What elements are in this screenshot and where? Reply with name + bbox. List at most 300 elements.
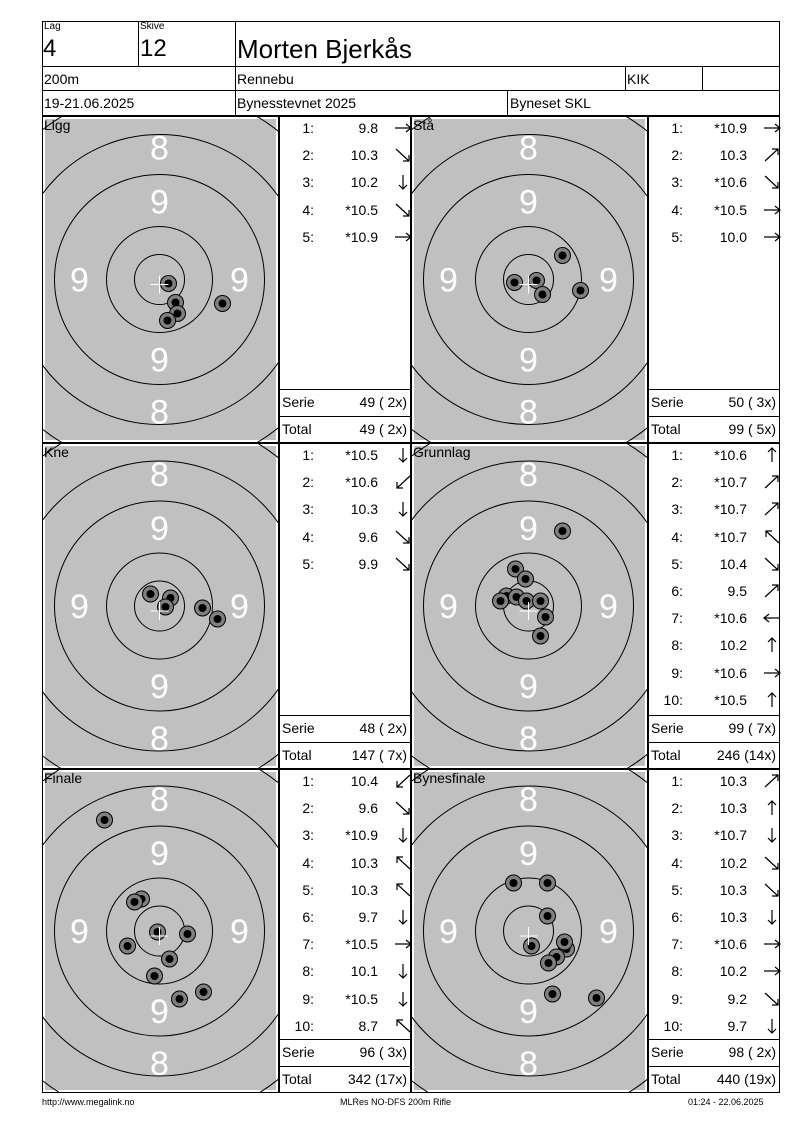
target-svg bbox=[43, 117, 278, 442]
shot-number: 8: bbox=[671, 963, 683, 980]
shot-row bbox=[657, 201, 781, 219]
shooter-name: Morten Bjerkås bbox=[237, 34, 412, 64]
serie-value: 99 ( 7x) bbox=[728, 720, 776, 736]
shot-row bbox=[288, 990, 412, 1008]
shot-hole bbox=[545, 986, 561, 1002]
event-name: Bynesstevnet 2025 bbox=[237, 95, 357, 111]
direction-arrow-icon bbox=[761, 228, 783, 246]
shot-row bbox=[657, 962, 781, 980]
serie-label: Serie bbox=[651, 1044, 684, 1060]
header-divider bbox=[625, 67, 626, 91]
shot-number: 5: bbox=[302, 555, 314, 572]
shot-number: 8: bbox=[302, 963, 314, 980]
shot-hole bbox=[196, 984, 212, 1000]
header-divider bbox=[42, 90, 780, 91]
shot-row bbox=[657, 528, 781, 546]
header-divider bbox=[235, 21, 236, 116]
direction-arrow-icon bbox=[761, 881, 783, 899]
shot-row bbox=[288, 228, 412, 246]
direction-arrow-icon bbox=[761, 664, 783, 682]
shot-number: 10: bbox=[663, 691, 683, 708]
ring-label: 9 bbox=[150, 183, 169, 222]
lag-value: 4 bbox=[43, 35, 57, 62]
shot-row bbox=[288, 881, 412, 899]
shot-value: *10.7 bbox=[714, 474, 747, 491]
target-svg bbox=[412, 444, 647, 768]
shot-row bbox=[288, 146, 412, 164]
direction-arrow-icon bbox=[761, 582, 783, 600]
shot-value: 10.2 bbox=[350, 174, 378, 191]
direction-arrow-icon bbox=[761, 1017, 783, 1035]
shot-number: 2: bbox=[671, 147, 683, 164]
shot-number: 7: bbox=[302, 936, 314, 953]
shot-value: *10.6 bbox=[714, 936, 747, 953]
shot-row bbox=[288, 772, 412, 790]
lag-label: Lag bbox=[44, 21, 61, 32]
shot-value: 10.2 bbox=[719, 963, 747, 980]
header-divider bbox=[138, 21, 139, 67]
direction-arrow-icon bbox=[761, 799, 783, 817]
direction-arrow-icon bbox=[761, 446, 783, 464]
total-value: 246 (14x) bbox=[716, 747, 776, 763]
ring-label: 8 bbox=[519, 781, 538, 819]
ring-label: 9 bbox=[439, 913, 458, 951]
shot-row bbox=[657, 854, 781, 872]
ring-label: 9 bbox=[230, 913, 249, 951]
shot-hole bbox=[555, 248, 571, 264]
shot-number: 1: bbox=[302, 120, 314, 136]
shot-value: *10.5 bbox=[714, 691, 747, 708]
shot-value: 10.3 bbox=[350, 854, 378, 871]
target-panel bbox=[411, 443, 648, 769]
shot-value: *10.6 bbox=[345, 474, 378, 491]
shot-hole bbox=[535, 287, 551, 303]
total-label: Total bbox=[651, 421, 681, 437]
total-value: 147 ( 7x) bbox=[351, 747, 407, 763]
shot-value: 10.3 bbox=[350, 501, 378, 518]
total-row bbox=[280, 742, 410, 768]
shot-hole bbox=[162, 951, 178, 967]
shot-number: 4: bbox=[671, 201, 683, 218]
ring-label: 9 bbox=[599, 913, 618, 951]
shot-number: 6: bbox=[671, 909, 683, 925]
shot-row bbox=[288, 173, 412, 191]
shot-value: *10.9 bbox=[345, 228, 378, 245]
ring-label: 8 bbox=[519, 456, 538, 494]
shot-row bbox=[657, 582, 781, 600]
shot-value: 9.2 bbox=[727, 990, 747, 1007]
shot-hole bbox=[160, 313, 176, 329]
total-value: 49 ( 2x) bbox=[359, 421, 407, 437]
total-row bbox=[280, 416, 410, 442]
serie-row bbox=[280, 389, 410, 415]
footer-url: http://www.megalink.no bbox=[42, 1097, 135, 1107]
shot-number: 2: bbox=[302, 474, 314, 491]
ring-label: 9 bbox=[519, 341, 538, 380]
ring-label: 8 bbox=[150, 1045, 169, 1083]
serie-value: 49 ( 2x) bbox=[359, 394, 407, 410]
ring-label: 9 bbox=[519, 183, 538, 222]
serie-value: 50 ( 3x) bbox=[728, 394, 776, 410]
direction-arrow-icon bbox=[761, 201, 783, 219]
shot-value: 10.2 bbox=[719, 637, 747, 654]
shot-hole bbox=[540, 908, 556, 924]
shot-value: *10.7 bbox=[714, 501, 747, 518]
shot-value: *10.5 bbox=[345, 990, 378, 1007]
shot-number: 6: bbox=[302, 909, 314, 925]
direction-arrow-icon bbox=[761, 854, 783, 872]
target-panel bbox=[42, 443, 279, 769]
shot-row bbox=[288, 826, 412, 844]
serie-label: Serie bbox=[282, 720, 315, 736]
direction-arrow-icon bbox=[761, 935, 783, 953]
shot-hole bbox=[533, 593, 549, 609]
direction-arrow-icon bbox=[761, 500, 783, 518]
ring-label: 9 bbox=[599, 588, 618, 626]
ring-label: 9 bbox=[150, 668, 169, 706]
shot-row bbox=[657, 609, 781, 627]
shot-row bbox=[657, 500, 781, 518]
shot-row bbox=[657, 908, 781, 926]
direction-arrow-icon bbox=[761, 146, 783, 164]
shot-hole bbox=[541, 955, 557, 971]
header-divider bbox=[507, 91, 508, 116]
ring-label: 9 bbox=[439, 588, 458, 626]
shot-value: 9.6 bbox=[358, 800, 378, 817]
serie-label: Serie bbox=[282, 394, 315, 410]
total-label: Total bbox=[651, 1071, 681, 1087]
shot-number: 4: bbox=[302, 528, 314, 545]
ring-label: 9 bbox=[519, 668, 538, 706]
shot-row bbox=[288, 528, 412, 546]
shot-hole bbox=[493, 593, 509, 609]
shot-value: 10.3 bbox=[719, 881, 747, 898]
shot-hole bbox=[172, 991, 188, 1007]
target-panel bbox=[411, 769, 648, 1093]
ring-label: 9 bbox=[599, 261, 618, 300]
shot-value: 10.3 bbox=[350, 881, 378, 898]
shot-hole bbox=[506, 875, 522, 891]
ring-label: 9 bbox=[439, 261, 458, 300]
shot-number: 5: bbox=[302, 228, 314, 245]
shot-value: 10.3 bbox=[719, 800, 747, 817]
shot-number: 2: bbox=[302, 800, 314, 817]
ring-label: 9 bbox=[519, 993, 538, 1031]
serie-value: 96 ( 3x) bbox=[359, 1044, 407, 1060]
shot-value: 10.4 bbox=[350, 773, 378, 789]
header-divider bbox=[42, 66, 780, 67]
total-row bbox=[649, 1066, 779, 1092]
shot-value: 9.9 bbox=[358, 555, 378, 572]
shot-hole bbox=[150, 924, 166, 940]
direction-arrow-icon bbox=[761, 908, 783, 926]
shot-hole bbox=[555, 523, 571, 539]
ring-label: 8 bbox=[150, 129, 169, 168]
shot-number: 3: bbox=[671, 501, 683, 518]
shot-number: 7: bbox=[671, 610, 683, 627]
total-label: Total bbox=[282, 421, 312, 437]
shot-number: 9: bbox=[671, 664, 683, 681]
shot-value: *10.7 bbox=[714, 827, 747, 844]
target-panel bbox=[42, 116, 279, 443]
serie-value: 48 ( 2x) bbox=[359, 720, 407, 736]
shot-row bbox=[657, 826, 781, 844]
ring-label: 9 bbox=[230, 261, 249, 300]
serie-value: 98 ( 2x) bbox=[728, 1044, 776, 1060]
shot-row bbox=[657, 119, 781, 137]
shot-value: 9.7 bbox=[727, 1017, 747, 1034]
shot-value: *10.5 bbox=[714, 201, 747, 218]
shot-hole bbox=[215, 296, 231, 312]
ring-label: 8 bbox=[519, 1045, 538, 1083]
total-label: Total bbox=[282, 747, 312, 763]
shot-value: *10.6 bbox=[714, 447, 747, 463]
total-label: Total bbox=[282, 1071, 312, 1087]
shot-number: 5: bbox=[671, 555, 683, 572]
shot-hole bbox=[507, 275, 523, 291]
shot-row bbox=[657, 664, 781, 682]
ring-label: 9 bbox=[230, 588, 249, 626]
shot-row bbox=[288, 555, 412, 573]
total-row bbox=[649, 416, 779, 442]
shot-row bbox=[288, 799, 412, 817]
shot-number: 9: bbox=[302, 990, 314, 1007]
shot-row bbox=[288, 201, 412, 219]
ring-label: 8 bbox=[519, 720, 538, 758]
shot-value: *10.6 bbox=[714, 664, 747, 681]
shot-hole bbox=[147, 968, 163, 984]
target-svg bbox=[412, 117, 647, 442]
direction-arrow-icon bbox=[761, 119, 783, 137]
shot-hole bbox=[120, 938, 136, 954]
shot-value: 10.0 bbox=[719, 228, 747, 245]
panel-title: Grunnlag bbox=[413, 444, 471, 460]
shot-number: 4: bbox=[302, 201, 314, 218]
shot-number: 2: bbox=[671, 800, 683, 817]
direction-arrow-icon bbox=[761, 772, 783, 790]
shot-value: *10.9 bbox=[345, 827, 378, 844]
organizer: Byneset SKL bbox=[510, 95, 591, 111]
direction-arrow-icon bbox=[761, 826, 783, 844]
ring-label: 8 bbox=[519, 393, 538, 432]
location: Rennebu bbox=[237, 71, 294, 87]
shot-row bbox=[657, 881, 781, 899]
shot-row bbox=[288, 119, 412, 137]
direction-arrow-icon bbox=[761, 473, 783, 491]
shot-value: 8.7 bbox=[358, 1017, 378, 1034]
shot-number: 5: bbox=[671, 881, 683, 898]
target-svg bbox=[43, 444, 278, 768]
shot-number: 9: bbox=[671, 990, 683, 1007]
shot-hole bbox=[557, 934, 573, 950]
ring-label: 8 bbox=[150, 456, 169, 494]
ring-label: 8 bbox=[150, 393, 169, 432]
serie-label: Serie bbox=[282, 1044, 315, 1060]
panel-title: Finale bbox=[44, 770, 83, 786]
shot-row bbox=[657, 555, 781, 573]
shot-value: 10.3 bbox=[719, 909, 747, 925]
shot-row bbox=[288, 473, 412, 491]
shot-value: 9.5 bbox=[727, 583, 747, 599]
shot-value: 10.2 bbox=[719, 854, 747, 871]
shot-value: *10.6 bbox=[714, 174, 747, 191]
shot-number: 1: bbox=[671, 120, 683, 136]
shot-number: 2: bbox=[671, 474, 683, 491]
shot-value: *10.7 bbox=[714, 528, 747, 545]
shot-number: 4: bbox=[302, 854, 314, 871]
ring-label: 9 bbox=[70, 588, 89, 626]
serie-label: Serie bbox=[651, 720, 684, 736]
ring-label: 8 bbox=[519, 129, 538, 168]
shot-value: 10.3 bbox=[350, 147, 378, 164]
score-column bbox=[279, 116, 411, 443]
total-row bbox=[649, 742, 779, 768]
shot-hole bbox=[573, 283, 589, 299]
total-label: Total bbox=[651, 747, 681, 763]
serie-row bbox=[649, 389, 779, 415]
serie-row bbox=[280, 715, 410, 741]
ring-label: 9 bbox=[70, 913, 89, 951]
shot-number: 10: bbox=[663, 1017, 683, 1034]
direction-arrow-icon bbox=[761, 962, 783, 980]
shot-hole bbox=[589, 990, 605, 1006]
shot-number: 7: bbox=[671, 936, 683, 953]
target-panel bbox=[42, 769, 279, 1093]
shot-row bbox=[657, 691, 781, 709]
shot-number: 1: bbox=[671, 447, 683, 463]
score-column bbox=[279, 769, 411, 1093]
ring-label: 9 bbox=[150, 341, 169, 380]
ring-label: 9 bbox=[150, 835, 169, 873]
shot-row bbox=[288, 962, 412, 980]
shot-number: 3: bbox=[671, 827, 683, 844]
shot-value: 10.1 bbox=[350, 963, 378, 980]
serie-row bbox=[649, 1039, 779, 1065]
shot-hole bbox=[524, 938, 540, 954]
ring-label: 8 bbox=[150, 781, 169, 819]
shot-value: 10.3 bbox=[719, 773, 747, 789]
shot-number: 1: bbox=[671, 773, 683, 789]
score-column bbox=[648, 116, 780, 443]
ring-label: 9 bbox=[519, 835, 538, 873]
serie-label: Serie bbox=[651, 394, 684, 410]
panel-title: Bynesfinale bbox=[413, 770, 486, 786]
shot-value: *10.9 bbox=[714, 120, 747, 136]
shot-hole bbox=[127, 894, 143, 910]
shot-value: 9.7 bbox=[358, 909, 378, 925]
shot-row bbox=[657, 799, 781, 817]
direction-arrow-icon bbox=[761, 528, 783, 546]
shot-hole bbox=[540, 875, 556, 891]
date: 19-21.06.2025 bbox=[44, 95, 135, 111]
target-svg bbox=[43, 770, 278, 1092]
shot-number: 1: bbox=[302, 773, 314, 789]
serie-row bbox=[649, 715, 779, 741]
shot-hole bbox=[538, 609, 554, 625]
shot-row bbox=[288, 500, 412, 518]
score-column bbox=[648, 443, 780, 769]
shot-value: *10.5 bbox=[345, 936, 378, 953]
shot-value: *10.5 bbox=[345, 447, 378, 463]
direction-arrow-icon bbox=[761, 990, 783, 1008]
shot-row bbox=[657, 772, 781, 790]
ring-label: 8 bbox=[150, 720, 169, 758]
target-svg bbox=[412, 770, 647, 1092]
shot-number: 3: bbox=[671, 174, 683, 191]
shot-row bbox=[288, 854, 412, 872]
shot-value: 10.4 bbox=[719, 555, 747, 572]
shot-hole bbox=[180, 926, 196, 942]
shot-number: 3: bbox=[302, 501, 314, 518]
skive-label: Skive bbox=[140, 21, 165, 32]
shot-number: 6: bbox=[671, 583, 683, 599]
shot-value: 10.3 bbox=[719, 147, 747, 164]
shot-hole bbox=[97, 812, 113, 828]
shot-value: *10.5 bbox=[345, 201, 378, 218]
direction-arrow-icon bbox=[761, 636, 783, 654]
panel-title: Ligg bbox=[44, 117, 71, 133]
total-value: 99 ( 5x) bbox=[728, 421, 776, 437]
direction-arrow-icon bbox=[761, 691, 783, 709]
shot-row bbox=[657, 146, 781, 164]
direction-arrow-icon bbox=[761, 609, 783, 627]
shot-number: 4: bbox=[671, 854, 683, 871]
club: KIK bbox=[627, 71, 650, 87]
direction-arrow-icon bbox=[761, 173, 783, 191]
shot-value: 9.8 bbox=[358, 120, 378, 136]
shot-number: 3: bbox=[302, 174, 314, 191]
shot-row bbox=[288, 446, 412, 464]
distance: 200m bbox=[44, 71, 80, 87]
shot-number: 5: bbox=[302, 881, 314, 898]
panel-title: Stå bbox=[413, 117, 435, 133]
shot-row bbox=[657, 990, 781, 1008]
target-panel bbox=[411, 116, 648, 443]
shot-value: *10.6 bbox=[714, 610, 747, 627]
shot-row bbox=[657, 446, 781, 464]
shot-hole bbox=[518, 571, 534, 587]
ring-label: 9 bbox=[150, 510, 169, 548]
shot-number: 2: bbox=[302, 147, 314, 164]
skive-value: 12 bbox=[140, 35, 167, 62]
shot-number: 10: bbox=[294, 1017, 314, 1034]
shot-number: 1: bbox=[302, 447, 314, 463]
shot-value: 9.6 bbox=[358, 528, 378, 545]
footer-software: MLRes NO-DFS 200m Rifle bbox=[340, 1097, 452, 1107]
serie-row bbox=[280, 1039, 410, 1065]
score-column bbox=[279, 443, 411, 769]
shot-number: 3: bbox=[302, 827, 314, 844]
shot-number: 5: bbox=[671, 228, 683, 245]
shot-row bbox=[657, 1017, 781, 1035]
direction-arrow-icon bbox=[761, 555, 783, 573]
ring-label: 9 bbox=[150, 993, 169, 1031]
footer-timestamp: 01:24 - 22.06.2025 bbox=[688, 1097, 764, 1107]
shot-row bbox=[657, 935, 781, 953]
shot-number: 4: bbox=[671, 528, 683, 545]
shot-row bbox=[657, 228, 781, 246]
score-column bbox=[648, 769, 780, 1093]
shot-number: 8: bbox=[671, 637, 683, 654]
ring-label: 9 bbox=[70, 261, 89, 300]
total-row bbox=[280, 1066, 410, 1092]
ring-label: 9 bbox=[519, 510, 538, 548]
shot-row bbox=[657, 636, 781, 654]
shot-hole bbox=[143, 586, 159, 602]
shot-hole bbox=[533, 628, 549, 644]
shot-hole bbox=[161, 276, 177, 292]
shot-row bbox=[288, 1017, 412, 1035]
